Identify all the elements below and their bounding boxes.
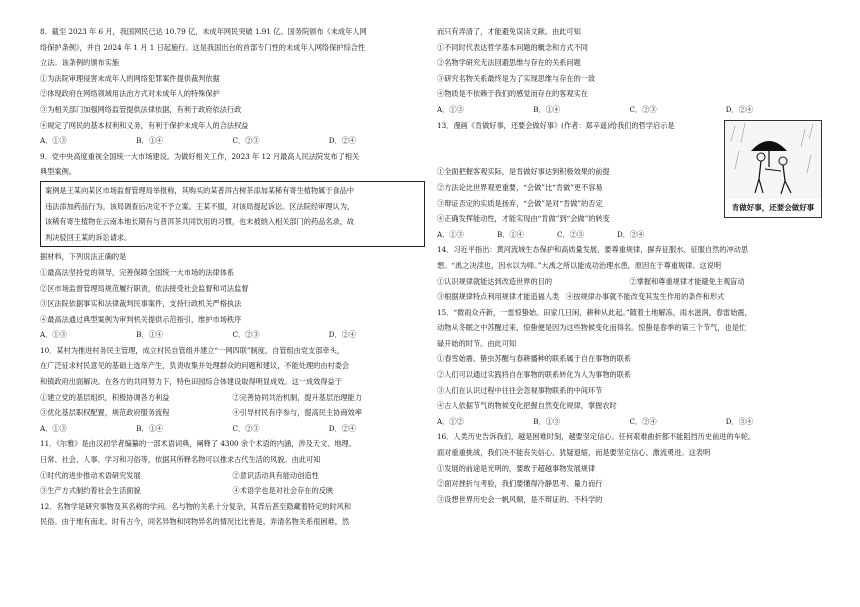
question-16 [437, 429, 822, 507]
q15-option-d[interactable]: D．③④ [725, 416, 754, 426]
q12-line: 而只有弄清了，才能避免误读文献。由此可知 [437, 27, 581, 36]
q8-option-b[interactable]: B．①④ [136, 136, 164, 146]
q13-option-b[interactable]: B．①④ [497, 229, 524, 239]
q15-line: 碌开始的时节。由此可知 [437, 338, 517, 348]
q12-line: 12．名物学是研究事物及其名称的学问。名与物的关系十分复杂，其背后甚至隐藏着特定的时风和 [40, 501, 352, 511]
q13-statement: ③辩证否定的实质是扬弃，“会做”是对“肯做”的否定 [437, 198, 603, 208]
q8-line: 立法。该条例的颁布实施 [40, 58, 120, 68]
q10-option-c[interactable]: C．②③ [232, 423, 260, 433]
q13-statement: ②方法论比世界观更重要，“会做”比“肯做”更不容易 [437, 182, 603, 192]
q8-option-a[interactable]: A．①③ [40, 136, 67, 146]
q10-option-a[interactable]: A．①③ [40, 423, 67, 433]
q8-options [40, 133, 425, 149]
q13-spacer [437, 133, 718, 149]
q10-statements-row [40, 390, 425, 406]
q9-option-c[interactable]: C．②③ [232, 330, 260, 340]
q8-statement: ④规定了网民的基本权利和义务，有利于保护未成年人的合法权益 [40, 120, 249, 130]
q12-statement: ③研究名物关系最终是为了实现思维与存在的一致 [437, 73, 596, 83]
q16-statement: ②面对挫折与考验，我们要懂得冷静思考、量力而行 [437, 479, 603, 489]
q10-line: 10．某村为推进村务民主管理，成立村民自管组并建立“一网四联”制度。自管组由党支部牵头， [40, 345, 344, 355]
q10-options [40, 421, 425, 437]
q8-line: 8．截至 2023 年 6 月，我国网民已达 10.79 亿，未成年网民突破 1.91 亿。国务院颁布《未成年人网 [40, 27, 367, 36]
q14-statement: ④按规律办事就不能改变其发生作用的条件和形式 [566, 292, 725, 302]
q8-statement: ③为相关部门加强网络监管提供法律依据，有利于政府依法行政 [40, 104, 242, 114]
q9-material-line: 判决驳回王某的诉讼请求。 [45, 232, 132, 242]
q10-statement: ①建立党的基层组织，积极协调各方利益 [40, 392, 170, 402]
q13-options [437, 227, 718, 243]
q9-statement: ④最高法通过典型案例为审判机关提供示范指引，维护市场秩序 [40, 314, 242, 324]
q11-statement: ②意识活动具有能动创造性 [232, 470, 319, 480]
q13-statement: ④正确发挥能动性，才能实现由“肯做”到“会做”的转变 [437, 214, 610, 224]
q15-statement: ③人们在认识过程中往往会忽视事物联系的中间环节 [437, 385, 603, 395]
q13-option-d[interactable]: D．②④ [617, 229, 645, 239]
q10-option-b[interactable]: B．①④ [136, 423, 164, 433]
q9-line: 据材料，下列说法正确的是 [40, 252, 127, 262]
q11-line: 日常、社会、人事、学习和习俗等，依据其所释名物可以推求古代生活的风貌。由此可知 [40, 455, 321, 465]
q15-option-a[interactable]: A．①② [437, 416, 464, 426]
q11-line: 11．《尔雅》是由汉初学者编纂的一部术语词典，阐释了 4300 余个术语的内涵，涉及天文、地理、 [40, 439, 356, 449]
q16-line: 面对重重挑战，我们决不能丧失信心、犹疑退缩，而是要坚定信心、激流勇进。这表明 [437, 448, 711, 458]
q10-statement: ④引导村民有序参与，提高民主协商效率 [232, 408, 362, 418]
q12-statement: ①不同时代表达哲学基本问题的概念和方式不同 [437, 42, 588, 52]
question-8 [40, 24, 425, 149]
question-13 [437, 118, 822, 243]
q16-statement: ③设想世界历史会一帆风顺，是不辩证的、不科学的 [437, 494, 603, 504]
q9-option-b[interactable]: B．①④ [136, 330, 164, 340]
q15-option-b[interactable]: B．①③ [533, 416, 561, 426]
q13-spacer [437, 149, 718, 165]
q11-statement: ①时代的进步推动术语研究发展 [40, 470, 141, 480]
q12-option-a[interactable]: A．①③ [437, 104, 464, 114]
q8-statement: ②体现政府在网络领域用法治方式对未成年人的特殊保护 [40, 89, 220, 99]
q13-option-c[interactable]: C．②③ [557, 229, 585, 239]
q9-option-a[interactable]: A．①③ [40, 330, 67, 340]
q12-option-d[interactable]: D．②④ [725, 104, 754, 114]
question-11 [40, 436, 425, 498]
q9-material-line: 违法添加药品行为。该局调查后决定不予立案。王某不服，对该局提起诉讼。区法院经审理认为， [45, 201, 355, 211]
q13-option-a[interactable]: A．①③ [437, 229, 464, 239]
q9-statement: ①最高法坚持党的领导，完善保障全国统一大市场的法律体系 [40, 267, 235, 277]
q9-statement: ③区法院依据事实和法律裁判民事案件，支持行政机关严格执法 [40, 299, 242, 309]
q9-material-line: 案例是王某向某区市场监督管理局举报称，其购买的某普洱古树茶添加某稀有寄生植物属于食品中 [45, 185, 355, 195]
question-10 [40, 343, 425, 437]
q14-line: 想。“禹之决渎也，因水以为师。”大禹之所以能成功治理水患，原因在于尊重规律。这说明 [437, 260, 722, 270]
q15-options [437, 414, 822, 430]
q11-statement: ④术语学也是对社会存在的反映 [232, 486, 334, 496]
q12-option-c[interactable]: C．②③ [629, 104, 657, 114]
q14-statement: ③根据规律特点利用规律才能造福人类 [437, 292, 560, 302]
q16-statement: ①发展的前途是光明的，要敢于超越事物发展规律 [437, 463, 596, 473]
q13-layout [437, 118, 822, 243]
q8-line: 络保护条例》，并自 2024 年 1 月 1 日起施行。这是我国出台的首部专门性的未成年人网络保护综合性 [40, 42, 366, 52]
q13-statement: ①全面把握客观实际，是肯做好事达到积极效果的前提 [437, 167, 610, 177]
q11-statements-row [40, 468, 425, 484]
q10-statements-row [40, 405, 425, 421]
q15-option-c[interactable]: C．②④ [629, 416, 657, 426]
q10-statement: ②完善协同共治机制，提升基层治理能力 [232, 392, 362, 402]
q9-material-line: 该稀有寄生植物在云南本地长期有与普洱茶共同饮用的习惯，也未被纳入相关部门的药品名录，故 [45, 217, 355, 227]
q9-material-box [40, 181, 425, 247]
q13-comic-image [724, 120, 822, 218]
q8-option-d[interactable]: D．②④ [328, 136, 357, 146]
question-12 [40, 499, 425, 530]
question-14 [437, 242, 822, 304]
question-15 [437, 305, 822, 430]
q14-line: 14．习近平指出：黄河流域生态保护和高质量发展，要尊重规律，摒弃征服水、征服自然的冲动思 [437, 245, 749, 255]
q12-statement: ④物质是不依赖于我们的感觉而存在的客观实在 [437, 89, 588, 99]
q10-line: 在广泛征求村民意见的基础上选举产生，负责收集并处理群众的问题和建议，不能处理的由村委会 [40, 361, 350, 371]
q12-line: 民俗。由于地有南北、时有古今，同名异物和同物异名的情况比比皆是，弄清名物关系很困难，然 [40, 517, 350, 527]
q11-statement: ③生产方式制约着社会生活面貌 [40, 486, 141, 496]
question-9 [40, 149, 425, 343]
q14-statement: ①认识规律就能达到改造世界的目的 [437, 276, 553, 286]
q11-statements-row [40, 483, 425, 499]
right-column [437, 24, 822, 507]
q15-statement: ①春雪始震、蛰虫苏醒与春耕播种的联系属于自在事物的联系 [437, 354, 632, 364]
q12-options [437, 102, 822, 118]
q9-line: 典型案例。 [40, 167, 76, 177]
q9-line: 9．党中央高度重视全国统一大市场建设。为做好相关工作，2023 年 12 月最高人民法院发布了相关 [40, 151, 360, 161]
q15-line: 动物从冬眠之中苏醒过来，惊蛰便是因为这些物候变化而得名。惊蛰是春季的第三个节气，也是忙 [437, 323, 747, 333]
q13-text [437, 118, 718, 243]
q15-statement: ④古人依据节气的物候变化把握自然变化规律，掌握农时 [437, 401, 617, 411]
q15-line: 15．“微雨众卉新，一雷惊蛰始。田家几日闲，耕种从此起。”随着土地解冻，雨水滋润，春雷始震， [437, 307, 752, 317]
q14-statement: ②掌握和尊重规律才能避免主观盲动 [629, 276, 745, 286]
left-column [40, 24, 425, 530]
q8-option-c[interactable]: C．②③ [232, 136, 260, 146]
q9-statement: ②区市场监督管理局规范履行职责，依法接受社会监督和司法监督 [40, 283, 249, 293]
question-12-continued [437, 24, 822, 118]
q15-statement: ②人们可以通过实践将自在事物的联系转化为人为事物的联系 [437, 370, 632, 380]
q12-statement: ②名物学研究无法回避思维与存在的关系问题 [437, 58, 581, 68]
q16-line: 16．人类历史告诉我们，越是困难时刻，越要坚定信心。任何艰难曲折都不能阻挡历史前进的车轮。 [437, 432, 756, 442]
q10-line: 和镇政府出面解决。在各方的共同努力下，特色田园综合体建设取得明显成效。这一成效得益于 [40, 377, 342, 387]
q12-option-b[interactable]: B．①④ [533, 104, 561, 114]
q14-statement-pair [437, 289, 822, 305]
q10-option-d[interactable]: D．②④ [328, 423, 357, 433]
comic-caption: 肯做好事，还要会做好事 [725, 199, 821, 217]
q9-option-d[interactable]: D．②④ [328, 330, 357, 340]
q9-options [40, 327, 425, 343]
q13-intro: 13．漫画《肯做好事，还要会做好事》(作者：郑辛遥)给我们的哲学启示是 [437, 120, 675, 130]
q10-statement: ③优化基层职权配置，规范政府服务流程 [40, 408, 170, 418]
q8-statement: ①为法院审理侵害未成年人的网络犯罪案件提供裁判依据 [40, 73, 220, 83]
q14-statements-row [437, 274, 822, 290]
comic-figures-umbrella-icon [725, 121, 821, 199]
